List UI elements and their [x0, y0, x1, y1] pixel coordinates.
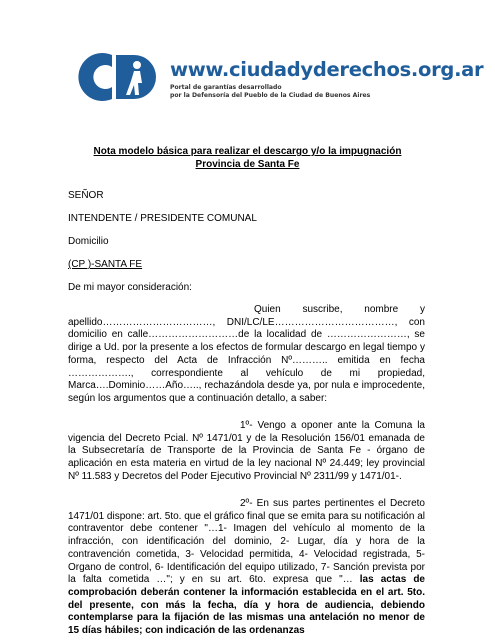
site-url: www.ciudadyderechos.org.ar: [170, 58, 484, 81]
address-line: Domicilio: [68, 236, 109, 247]
tagline-line-2: por la Defensoría del Pueblo de la Ciudad de Buenos Aires: [170, 92, 371, 99]
city-line: (CP )-SANTA FE: [68, 259, 143, 270]
ciudad-y-derechos-logo: [72, 49, 164, 105]
paragraph-point-2-text: 2º- En sus partes pertinentes el Decreto 1471/01 dispone: art. 5to. que el gráfico final que se emita para su notificación al contraventor debe contener "…1- Imagen del vehículo al momento de la infracción, con identificación del dominio, 2- Lugar, día y hora de la contravención cometida, 3- Velocidad permitida, 4- Velocidad registrada, 5- Organo de control, 6- Identificación del equipo utilizado, 7- Sanción prevista por la falta cometida …"; y en su art. 6to. expresa que "…: [68, 498, 425, 586]
site-header: [72, 44, 484, 114]
paragraph-point-2: [68, 498, 425, 638]
addressee: SEÑOR: [68, 190, 104, 201]
recipient-role: INTENDENTE / PRESIDENTE COMUNAL: [68, 213, 257, 224]
document-title: Nota modelo básica para realizar el descargo y/o la impugnación: [93, 146, 402, 157]
paragraph-point-1: 1º- Vengo a oponer ante la Comuna la vigencia del Decreto Pcial. Nº 1471/01 y de la Resolución 156/01 emanada de la Subsecretaría de Transporte de la Provincia de Santa Fe - órgano de aplicación en esta materia en virtud de la ley nacional Nº 24.449; ley provincial Nº 11.583 y Decretos del Poder Ejecutivo Provincial Nº 2311/99 y 1471/01-.: [68, 420, 425, 482]
paragraph-point-2-emphasis: las actas de comprobación deberán contener la información establecida en el art. 5to. del presente, con más la fecha, día y hora de audiencia, debiendo contemplarse para la fijación de las mismas una antelación no menor de 15 días hábiles; con indicación de las ordenanzas: [68, 574, 425, 637]
tagline-line-1: Portal de garantías desarrollado: [170, 84, 282, 91]
paragraph-descargo: Quien suscribe, nombre y apellido……………………………, DNI/LC/LE………………………………, con domicilio en calle………………………de la localidad de ……………………, se dirige a Ud. por la presente a los efectos de formular descargo en legal tiempo y forma, respecto del Acta de Infracción Nº……….. emitida en fecha ………………., correspondiente al vehículo de mi propiedad, Marca….Dominio……Año….., rechazándola desde ya, por nula e improcedente, según los argumentos que a continuación detallo, a saber:: [68, 304, 425, 404]
document-subtitle: Provincia de Santa Fe: [195, 159, 300, 170]
greeting: De mi mayor consideración:: [68, 282, 192, 293]
